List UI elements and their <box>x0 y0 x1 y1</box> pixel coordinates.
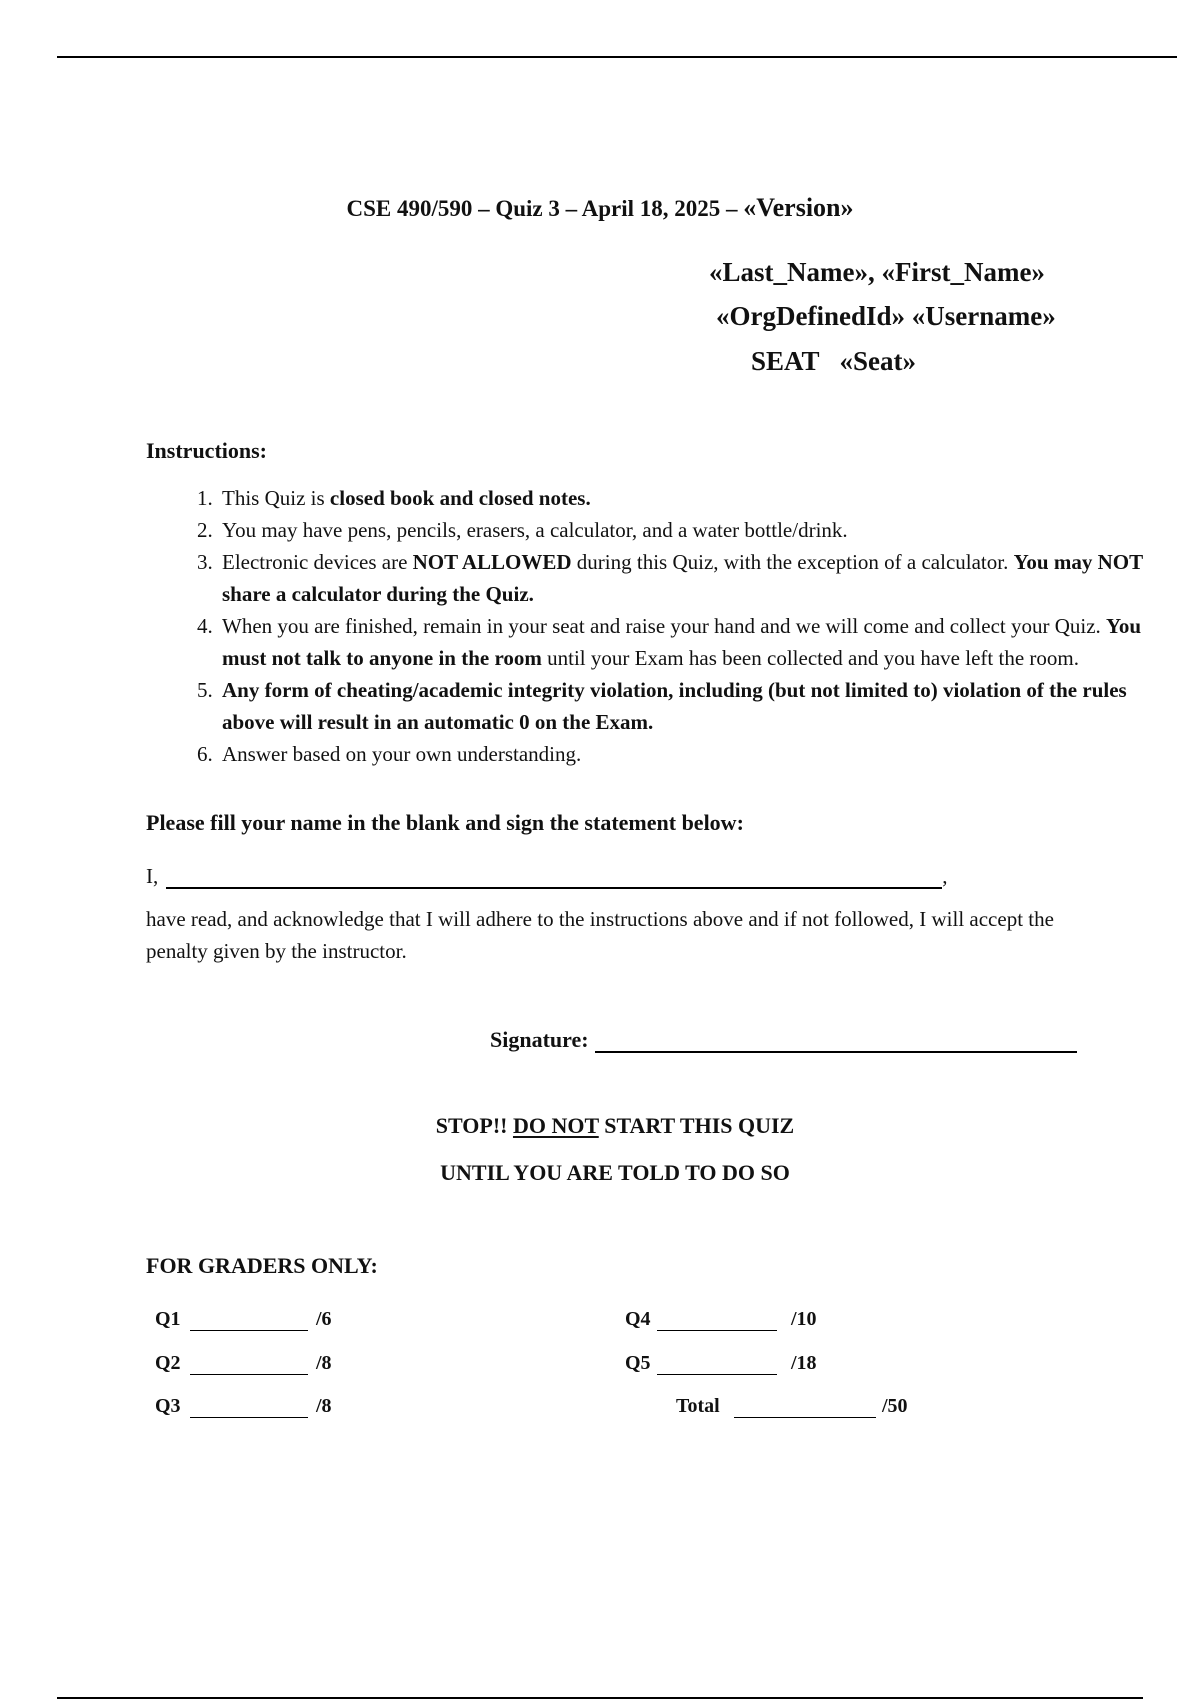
name-blank[interactable] <box>166 865 942 889</box>
stop-warning: STOP!! DO NOT START THIS QUIZ <box>435 1113 795 1138</box>
statement-heading: Please fill your name in the blank and sign the statement below: <box>146 810 744 835</box>
statement-prefix: I, <box>146 864 159 888</box>
grade-q2: Q2 /8 <box>155 1352 332 1374</box>
instructions-list <box>146 482 1158 770</box>
seat-value: «Seat» <box>839 346 917 376</box>
bottom-rule <box>57 1697 1143 1699</box>
instructions-heading: Instructions: <box>146 438 268 463</box>
acknowledgement-text: have read, and acknowledge that I will adhere to the instructions above and if not followed, I will accept the penalty given by the instructor. <box>146 907 1054 963</box>
list-item: 5. Any form of cheating/academic integrity violation, including (but not limited to) violation of the rules above will result in an automatic 0 on the Exam. <box>218 674 1158 738</box>
grade-q3: Q3 /8 <box>155 1395 332 1417</box>
student-seat <box>751 346 916 377</box>
grade-blank[interactable] <box>190 1399 308 1418</box>
grade-q5: Q5 /18 <box>625 1352 817 1374</box>
list-item: 1. This Quiz is closed book and closed notes. <box>218 482 1158 514</box>
top-rule <box>57 56 1177 58</box>
stop-warning-line2: UNTIL YOU ARE TOLD TO DO SO <box>440 1160 790 1185</box>
graders-heading: FOR GRADERS ONLY: <box>146 1253 378 1278</box>
grade-blank[interactable] <box>657 1356 777 1375</box>
statement-suffix: , <box>942 864 948 888</box>
grade-q1: Q1 /6 <box>155 1308 332 1330</box>
grade-total: Total /50 <box>676 1395 908 1417</box>
grade-blank[interactable] <box>190 1356 308 1375</box>
grade-blank[interactable] <box>734 1399 876 1418</box>
student-name: «Last_Name», «First_Name» <box>709 257 1045 287</box>
signature-line <box>490 1027 1077 1053</box>
grade-q4: Q4 /10 <box>625 1308 817 1330</box>
signature-blank[interactable] <box>595 1029 1077 1053</box>
signature-label: Signature: <box>490 1027 589 1052</box>
grade-blank[interactable] <box>190 1312 308 1331</box>
title-text: CSE 490/590 – Quiz 3 – April 18, 2025 – <box>346 196 738 221</box>
grade-blank[interactable] <box>657 1312 777 1331</box>
version-field: «Version» <box>743 193 854 222</box>
quiz-title <box>0 193 1200 223</box>
student-ids: «OrgDefinedId» «Username» <box>716 301 1056 331</box>
seat-label: SEAT <box>751 346 820 376</box>
list-item: 4. When you are finished, remain in your seat and raise your hand and we will come and collect your Quiz. You must not talk to anyone in the room until your Exam has been collected and you have left the room. <box>218 610 1158 674</box>
list-item: 6. Answer based on your own understanding. <box>218 738 1158 770</box>
list-item: 2. You may have pens, pencils, erasers, a calculator, and a water bottle/drink. <box>218 514 1158 546</box>
list-item: 3. Electronic devices are NOT ALLOWED during this Quiz, with the exception of a calculator. You may NOT share a calculator during the Quiz. <box>218 546 1158 610</box>
name-fill-line <box>146 864 948 889</box>
